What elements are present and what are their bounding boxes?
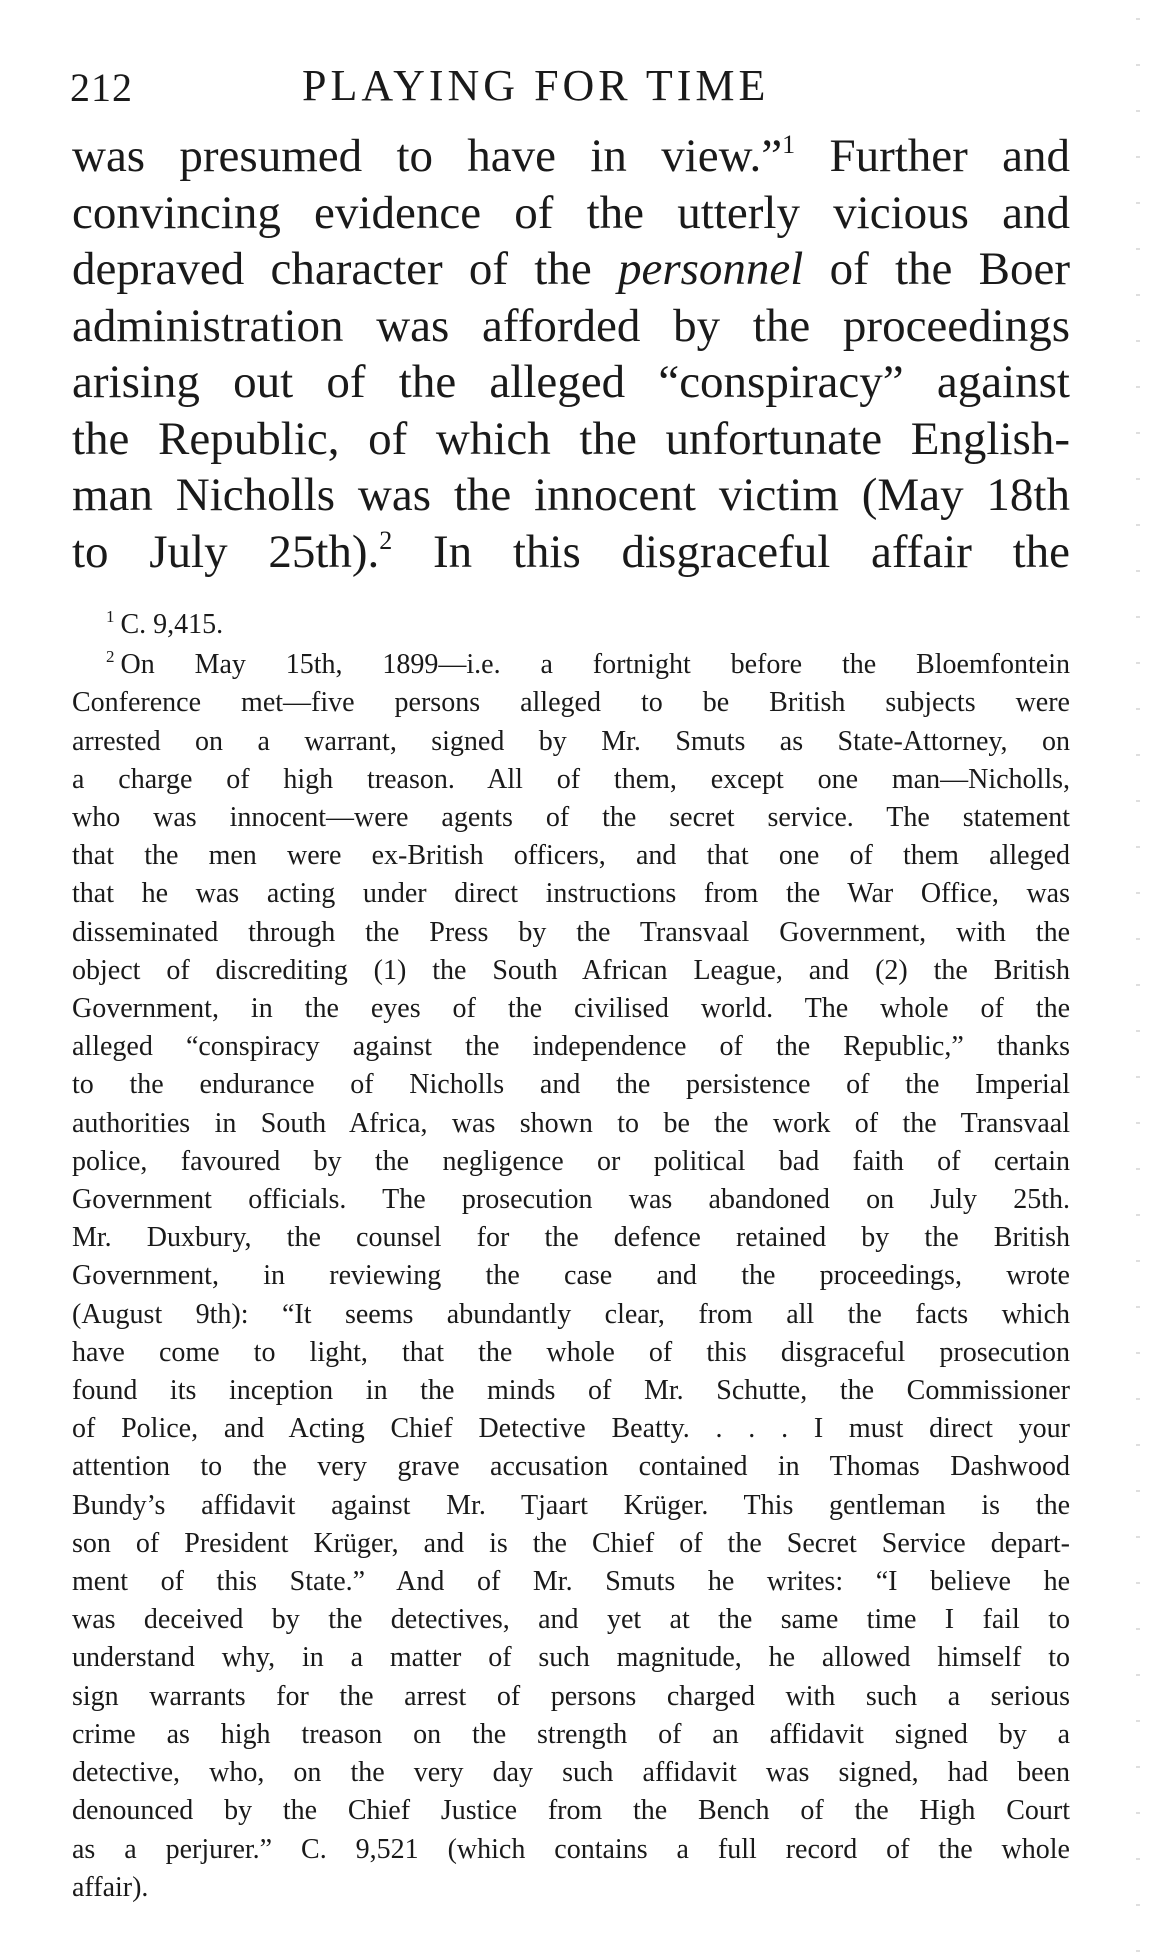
footnote-line: that the men were ex-British officers, and that one of them alleged [72, 840, 1070, 872]
footnote-line: to the endurance of Nicholls and the persistence of the Imperial [72, 1069, 1070, 1101]
footnote-1: $^1$ C. 9,415. [106, 607, 224, 640]
footnote-line: of Police, and Acting Chief Detective Beatty. . . . I must direct your [72, 1413, 1070, 1445]
footnote-line: found its inception in the minds of Mr. Schutte, the Commissioner [72, 1375, 1070, 1407]
main-text-line: administration was afforded by the proceedings [72, 299, 1070, 352]
footnote-line: arrested on a warrant, signed by Mr. Smuts as State-Attorney, on [72, 725, 1070, 757]
footnote-line: object of discrediting (1) the South African League, and (2) the British [72, 954, 1070, 986]
main-text [72, 128, 1070, 580]
footnote-line: police, favoured by the negligence or political bad faith of certain [72, 1145, 1070, 1177]
footnote-ref: 1 [782, 130, 796, 159]
footnote-line: denounced by the Chief Justice from the Bench of the High Court [72, 1795, 1070, 1827]
footnote-line: alleged “conspiracy against the independence of the Republic,” thanks [72, 1031, 1070, 1063]
footnote-line: disseminated through the Press by the Transvaal Government, with the [72, 916, 1070, 948]
footnote-line: Conference met—five persons alleged to be British subjects were [72, 687, 1070, 719]
footnote-line: have come to light, that the whole of this disgraceful prosecution [72, 1336, 1070, 1368]
footnote-line: Government, in the eyes of the civilised world. The whole of the [72, 993, 1070, 1025]
footnote-line: detective, who, on the very day such affidavit was signed, had been [72, 1757, 1070, 1789]
page-edge-marks [1136, 0, 1140, 1960]
footnote-line: Government, in reviewing the case and the proceedings, wrote [72, 1260, 1070, 1292]
main-text-line: convincing evidence of the utterly vicious and [72, 186, 1070, 239]
main-text-line: man Nicholls was the innocent victim (May 18th [72, 469, 1070, 521]
footnote-line: sign warrants for the arrest of persons charged with such a serious [72, 1680, 1070, 1712]
footnote-line: (August 9th): “It seems abundantly clear, from all the facts which [72, 1298, 1070, 1330]
footnote-mark: 2 [106, 647, 115, 667]
footnote-ref: 2 [379, 525, 393, 555]
footnote-line: $^2$ On May 15th, 1899—i.e. a fortnight before the Bloemfontein [106, 647, 1070, 681]
footnote-line: affair). [72, 1871, 149, 1903]
main-text-line: was presumed to have in view.”$^1$ Further and [72, 130, 1070, 182]
main-text-line: the Republic, of which the unfortunate English- [72, 412, 1070, 465]
footnote-line: son of President Krüger, and is the Chief of the Secret Service depart- [72, 1527, 1070, 1559]
main-text-line: to July 25th).$^2$ In this disgraceful affair the [72, 525, 1070, 578]
italic-word: personnel [617, 243, 804, 295]
footnote-line: who was innocent—were agents of the secret service. The statement [72, 802, 1070, 834]
main-text-line: arising out of the alleged “conspiracy” against [72, 356, 1070, 408]
running-head [70, 60, 1080, 120]
page-number: 212 [70, 65, 133, 110]
footnote-line: attention to the very grave accusation contained in Thomas Dashwood [72, 1451, 1070, 1483]
footnote-line: understand why, in a matter of such magnitude, he allowed himself to [72, 1642, 1070, 1674]
main-text-line: depraved character of the personnel of the Boer [72, 243, 1070, 295]
footnote-line: Mr. Duxbury, the counsel for the defence retained by the British [72, 1222, 1070, 1254]
footnote-mark: 1 [106, 607, 115, 626]
footnote-line: as a perjurer.” C. 9,521 (which contains a full record of the whole [72, 1833, 1070, 1865]
footnote-line: Bundy’s affidavit against Mr. Tjaart Krüger. This gentleman is the [72, 1489, 1070, 1521]
running-title: PLAYING FOR TIME [302, 61, 770, 110]
footnote-line: authorities in South Africa, was shown to be the work of the Transvaal [72, 1107, 1070, 1139]
footnote-line: ment of this State.” And of Mr. Smuts he writes: “I believe he [72, 1566, 1070, 1598]
footnote-line: crime as high treason on the strength of an affidavit signed by a [72, 1718, 1070, 1750]
footnote-2 [72, 646, 1070, 1907]
footnote-line: that he was acting under direct instructions from the War Office, was [72, 878, 1070, 910]
footnotes [72, 606, 1070, 1907]
footnote-line: a charge of high treason. All of them, except one man—Nicholls, [72, 763, 1070, 795]
footnote-line: Government officials. The prosecution was abandoned on July 25th. [72, 1184, 1070, 1216]
footnote-line: was deceived by the detectives, and yet at the same time I fail to [72, 1604, 1070, 1636]
